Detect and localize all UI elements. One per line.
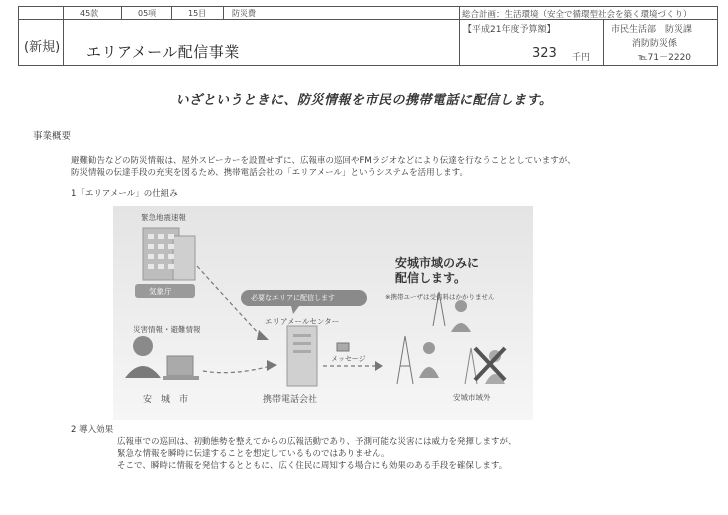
budget-unit: 千円 xyxy=(572,53,591,63)
dept-name: 市民生活部 防災課 xyxy=(611,25,693,35)
envelope-icon xyxy=(337,343,349,351)
diagram-graphics xyxy=(113,206,533,420)
city-label: 安 城 市 xyxy=(143,395,189,405)
budget-value: 323 xyxy=(532,46,557,61)
effect-line-2: 緊急な情報を瞬時に伝達することを想定しているものではありません。 xyxy=(117,449,390,459)
section-2-heading: 2 導入効果 xyxy=(71,425,114,435)
tagline: いざというときに、防災情報を市民の携帯電話に配信します。 xyxy=(175,93,553,108)
overview-line-2: 防災情報の伝達手段の充実を図るため、携帯電話会社の「エリアメール」というシステムを活用します。 xyxy=(71,168,468,178)
effect-line-3: そこで、瞬時に情報を発信するとともに、広く住民に周知する場合にも効果のある手段を確保します。 xyxy=(117,461,508,471)
status-new: (新規) xyxy=(24,40,61,55)
area-title-2: 配信します。 xyxy=(395,271,467,285)
category-label: 防災費 xyxy=(232,9,256,18)
area-title-1: 安城市域のみに xyxy=(395,256,480,270)
general-plan: 総合計画：生活環境（安全で循環型社会を築く環境づくり） xyxy=(462,10,692,20)
jma-label: 気象庁 xyxy=(149,287,172,296)
overview-heading: 事業概要 xyxy=(33,131,72,142)
building-icon xyxy=(143,228,195,280)
budget-label: 【平成21年度予算額】 xyxy=(463,25,556,35)
effect-line-1: 広報車での巡回は、初動態勢を整えてからの広報活動であり、予測可能な災害には威力を発揮しますが、 xyxy=(117,437,517,447)
message-label: メッセージ xyxy=(331,355,366,363)
outside-area-label: 安城市域外 xyxy=(453,393,491,402)
callout-text: 必要なエリアに配信します xyxy=(251,294,335,302)
fee-note: ※携帯ユーザは受信料はかかりません xyxy=(385,293,495,301)
quake-warning-label: 緊急地震速報 xyxy=(141,213,186,222)
server-icon xyxy=(287,326,317,386)
phone-number: ℡71－2220 xyxy=(638,53,692,63)
carrier-label: 携帯電話会社 xyxy=(263,395,318,405)
center-label: エリアメールセンター xyxy=(265,317,340,326)
disaster-info-label: 災害情報・避難情報 xyxy=(133,325,201,334)
section-name: 消防防災係 xyxy=(632,39,678,49)
overview-line-1: 避難勧告などの防災情報は、屋外スピーカーを設置せずに、広報車の巡回やFMラジオなどにより伝達を行なうこととしていますが、 xyxy=(71,156,576,166)
area-mail-diagram xyxy=(113,206,533,420)
code-moku: 15目 xyxy=(188,9,207,18)
section-1-heading: 1「エリアメール」の仕組み xyxy=(71,189,178,199)
code-kou: 05項 xyxy=(138,9,157,18)
page-title: エリアメール配信事業 xyxy=(86,43,240,61)
code-kan: 45款 xyxy=(80,9,99,18)
